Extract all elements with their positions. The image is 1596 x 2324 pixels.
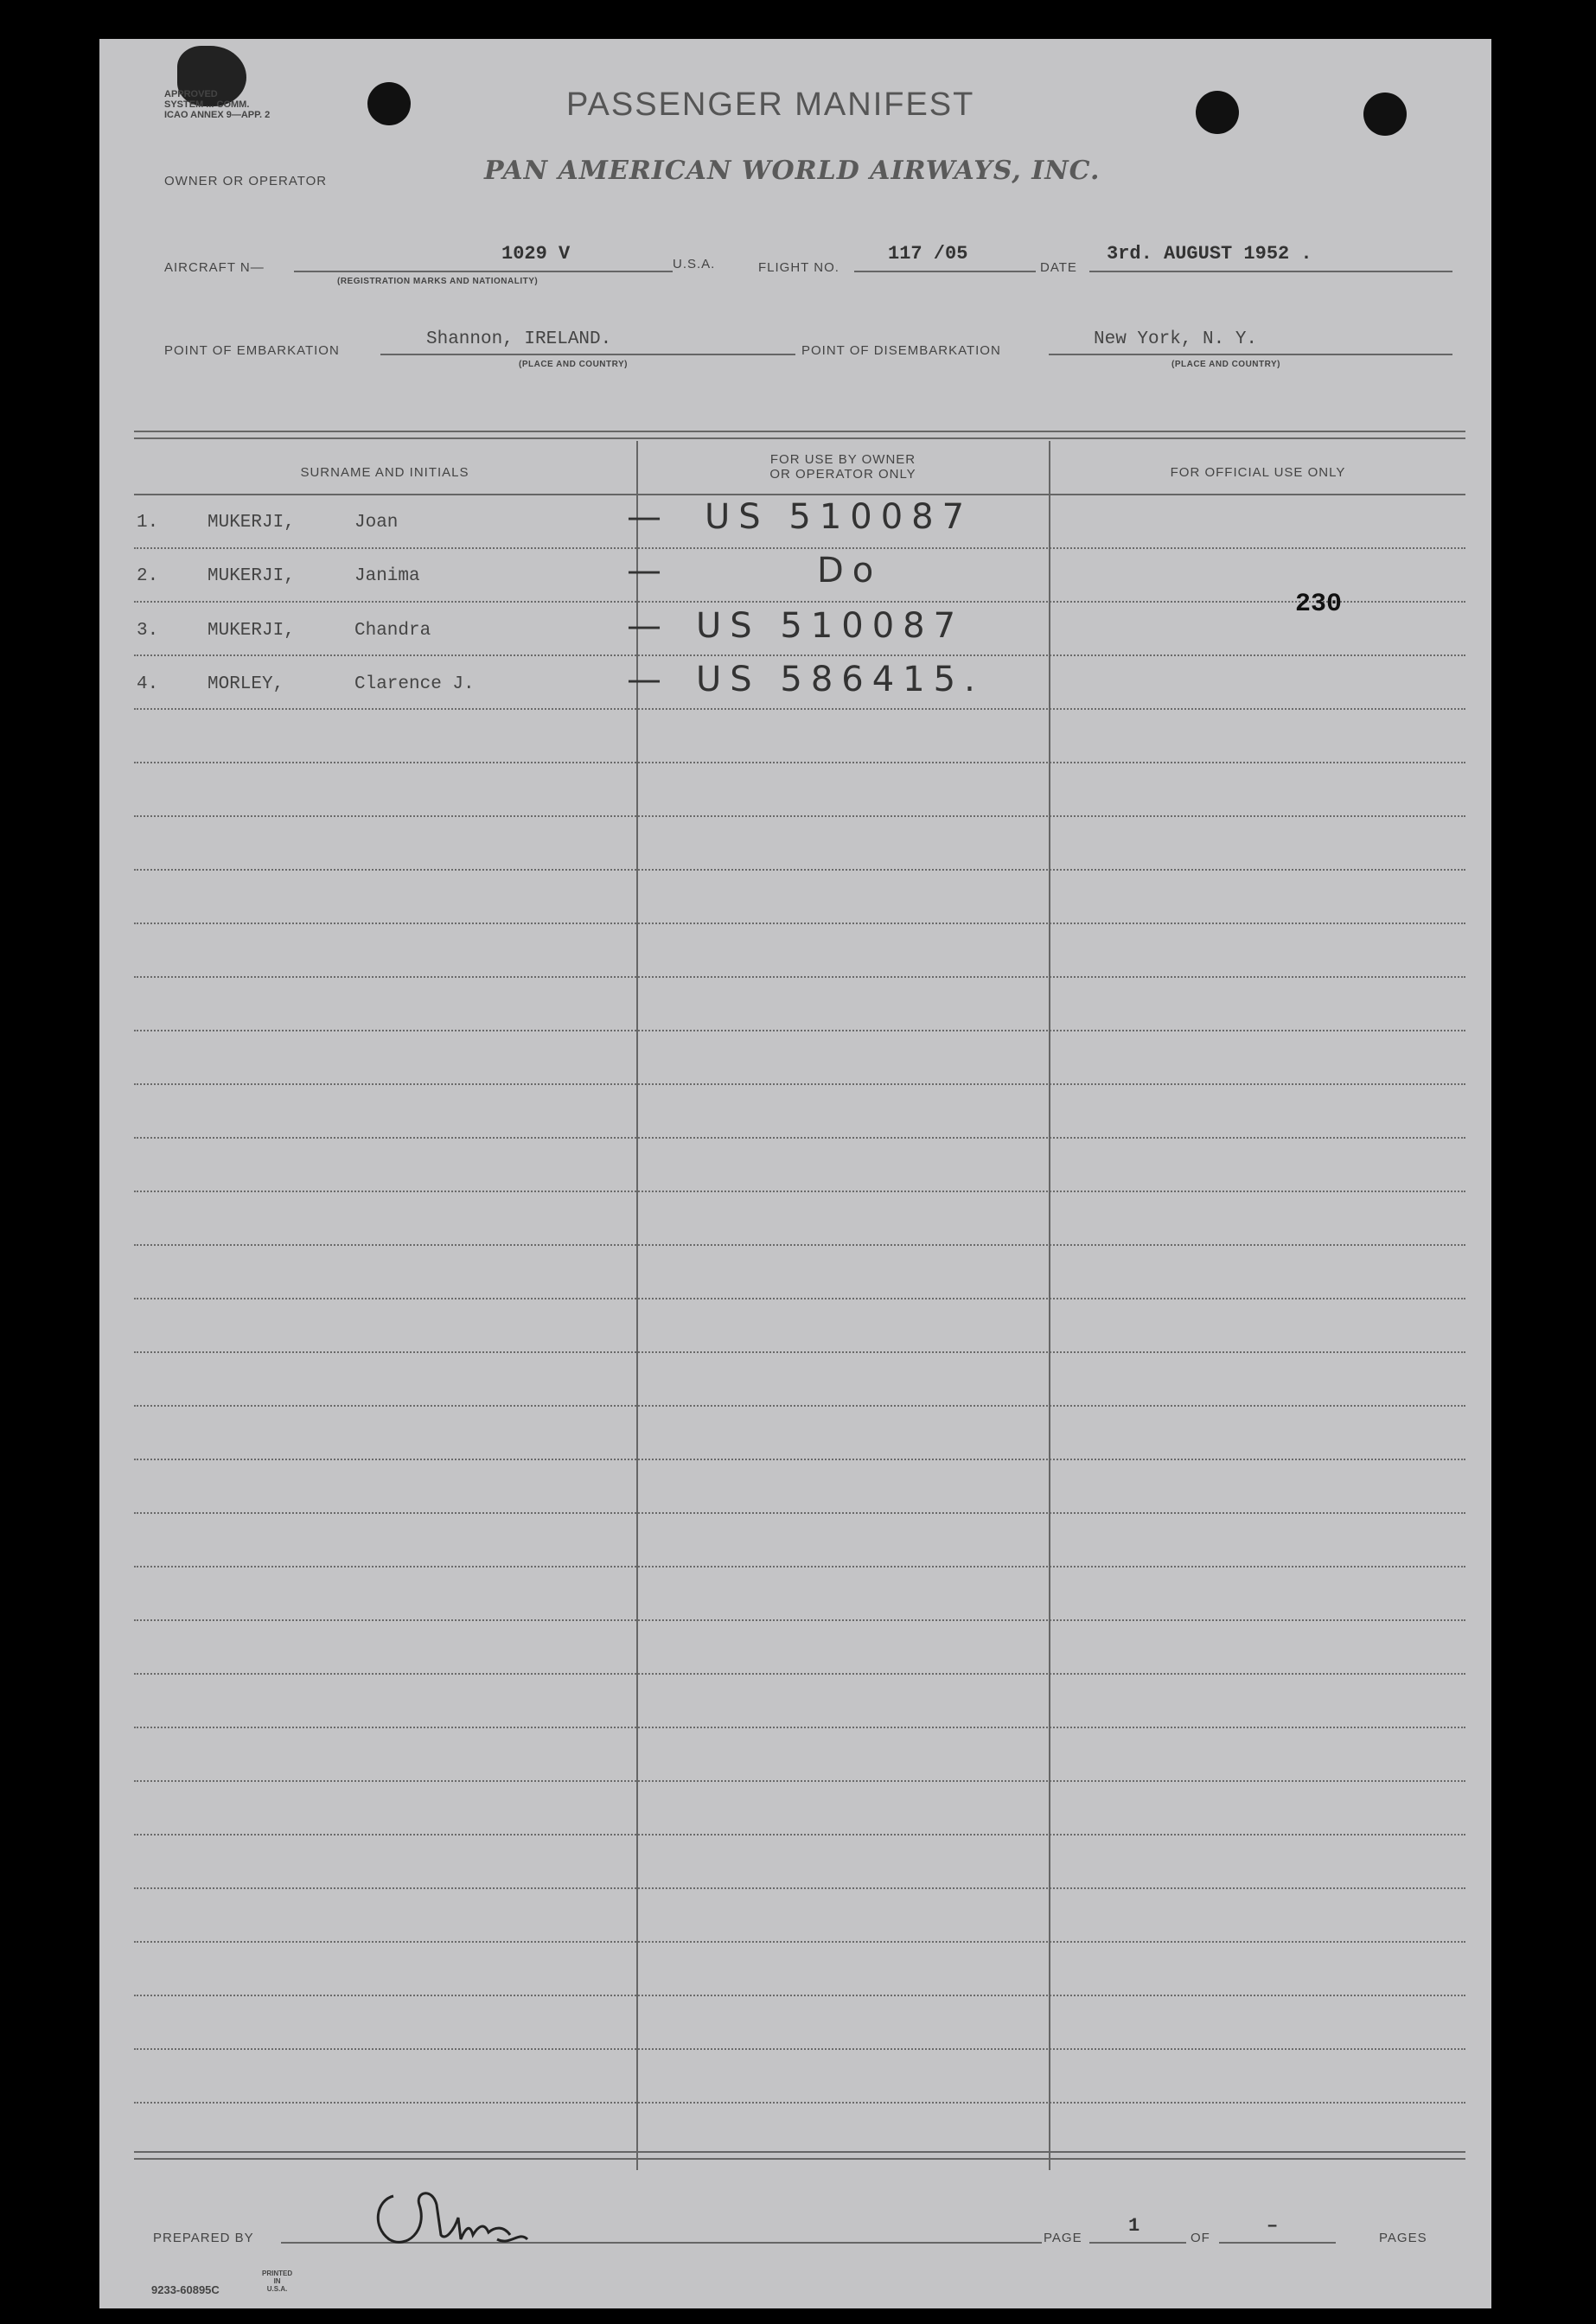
col-header-names: SURNAME AND INITIALS <box>300 465 469 480</box>
disembark-value: New York, N. Y. <box>1094 329 1258 349</box>
passenger-dash: — <box>627 497 661 537</box>
aircraft-value: 1029 V <box>501 243 571 265</box>
header-bottom-rule <box>134 494 1465 495</box>
prepared-label: PREPARED BY <box>153 2231 254 2245</box>
owner-label: OWNER OR OPERATOR <box>164 174 328 188</box>
passenger-given-name: Joan <box>354 513 399 533</box>
approval-line-3: ICAO ANNEX 9—APP. 2 <box>164 110 271 120</box>
of-label: OF <box>1191 2231 1210 2245</box>
disembark-underline <box>1049 354 1452 355</box>
approval-line-2: SYSTEM ... COMM. <box>164 99 250 110</box>
nationality: U.S.A. <box>673 257 716 271</box>
row-rule <box>134 1030 1465 1031</box>
date-underline <box>1089 271 1452 272</box>
row-rule <box>134 1941 1465 1943</box>
row-rule <box>134 1512 1465 1514</box>
passenger-surname: MORLEY, <box>207 674 284 694</box>
owner-note: US 510087 <box>696 606 965 646</box>
passenger-number: 1. <box>137 513 159 533</box>
row-rule <box>134 1244 1465 1246</box>
punch-hole-right-1 <box>1196 91 1239 134</box>
row-rule <box>134 1887 1465 1889</box>
row-rule <box>134 1298 1465 1299</box>
row-rule <box>134 2102 1465 2104</box>
flight-label: FLIGHT NO. <box>758 260 839 275</box>
passenger-number: 3. <box>137 621 159 641</box>
row-rule <box>134 1727 1465 1728</box>
printed-stamp-line-1: PRINTED <box>262 2270 293 2277</box>
row-rule <box>134 1083 1465 1085</box>
owner-note: Do <box>817 551 883 591</box>
page-label: PAGE <box>1044 2231 1082 2245</box>
approval-note <box>164 89 270 120</box>
table-bottom-rule-1 <box>134 2151 1465 2153</box>
flight-underline <box>854 271 1036 272</box>
passenger-surname: MUKERJI, <box>207 513 295 533</box>
passenger-dash: — <box>627 551 661 591</box>
date-label: DATE <box>1040 260 1077 275</box>
row-rule <box>134 1351 1465 1353</box>
airline-name: PAN AMERICAN WORLD AIRWAYS, INC. <box>484 156 1101 186</box>
embark-label: POINT OF EMBARKATION <box>164 343 340 358</box>
punch-hole-left <box>367 82 411 125</box>
punch-hole-right-2 <box>1363 93 1407 136</box>
row-rule <box>134 1834 1465 1836</box>
table-top-rule-1 <box>134 431 1465 432</box>
row-rule <box>134 1780 1465 1782</box>
row-rule <box>134 1566 1465 1567</box>
row-rule <box>134 2048 1465 2050</box>
page-value: 1 <box>1128 2215 1140 2237</box>
aircraft-caption: (REGISTRATION MARKS AND NATIONALITY) <box>337 277 539 286</box>
table-bottom-rule-2 <box>134 2158 1465 2160</box>
row-rule <box>134 708 1465 710</box>
of-value: – <box>1267 2215 1279 2237</box>
row-rule <box>134 976 1465 978</box>
passenger-surname: MUKERJI, <box>207 566 295 586</box>
row-rule <box>134 1137 1465 1139</box>
row-rule <box>134 1191 1465 1192</box>
row-rule <box>134 654 1465 656</box>
row-rule <box>134 869 1465 871</box>
printed-stamp <box>262 2270 292 2293</box>
printed-stamp-line-2: IN <box>273 2277 281 2285</box>
row-rule <box>134 762 1465 763</box>
column-divider-2 <box>1049 441 1050 2170</box>
passenger-given-name: Clarence J. <box>354 674 475 694</box>
passenger-given-name: Janima <box>354 566 420 586</box>
row-rule <box>134 601 1465 603</box>
manifest-sheet <box>99 39 1491 2308</box>
passenger-dash: — <box>627 606 661 646</box>
passenger-surname: MUKERJI, <box>207 621 295 641</box>
row-rule <box>134 923 1465 924</box>
row-rule <box>134 1619 1465 1621</box>
col-header-official: FOR OFFICIAL USE ONLY <box>1170 465 1346 480</box>
printed-stamp-line-3: U.S.A. <box>266 2285 288 2293</box>
row-rule <box>134 1995 1465 1996</box>
passenger-number: 2. <box>137 566 159 586</box>
embark-value: Shannon, IRELAND. <box>426 329 612 349</box>
row-rule <box>134 1405 1465 1407</box>
page-underline <box>1089 2242 1186 2244</box>
of-underline <box>1219 2242 1336 2244</box>
embark-caption: (PLACE AND COUNTRY) <box>519 360 628 369</box>
col-header-owner: FOR USE BY OWNER OR OPERATOR ONLY <box>769 452 916 482</box>
form-title: PASSENGER MANIFEST <box>566 86 975 123</box>
official-mark: 230 <box>1295 590 1343 619</box>
disembark-caption: (PLACE AND COUNTRY) <box>1171 360 1280 369</box>
table-top-rule-2 <box>134 437 1465 439</box>
pages-label: PAGES <box>1379 2231 1427 2245</box>
passenger-given-name: Chandra <box>354 621 431 641</box>
owner-note: US 586415. <box>696 660 984 699</box>
aircraft-underline <box>294 271 673 272</box>
row-rule <box>134 815 1465 817</box>
column-divider-1 <box>636 441 638 2170</box>
row-rule <box>134 547 1465 549</box>
row-rule <box>134 1673 1465 1675</box>
passenger-number: 4. <box>137 674 159 694</box>
date-value: 3rd. AUGUST 1952 . <box>1107 243 1312 265</box>
passenger-dash: — <box>627 660 661 699</box>
flight-value: 117 /05 <box>888 243 968 265</box>
owner-note: US 510087 <box>705 497 974 537</box>
disembark-label: POINT OF DISEMBARKATION <box>801 343 1001 358</box>
row-rule <box>134 1459 1465 1460</box>
signature <box>359 2179 549 2257</box>
form-number: 9233-60895C <box>151 2283 220 2296</box>
embark-underline <box>380 354 795 355</box>
approval-line-1: APPROVED <box>164 89 218 99</box>
aircraft-label: AIRCRAFT N— <box>164 260 265 275</box>
